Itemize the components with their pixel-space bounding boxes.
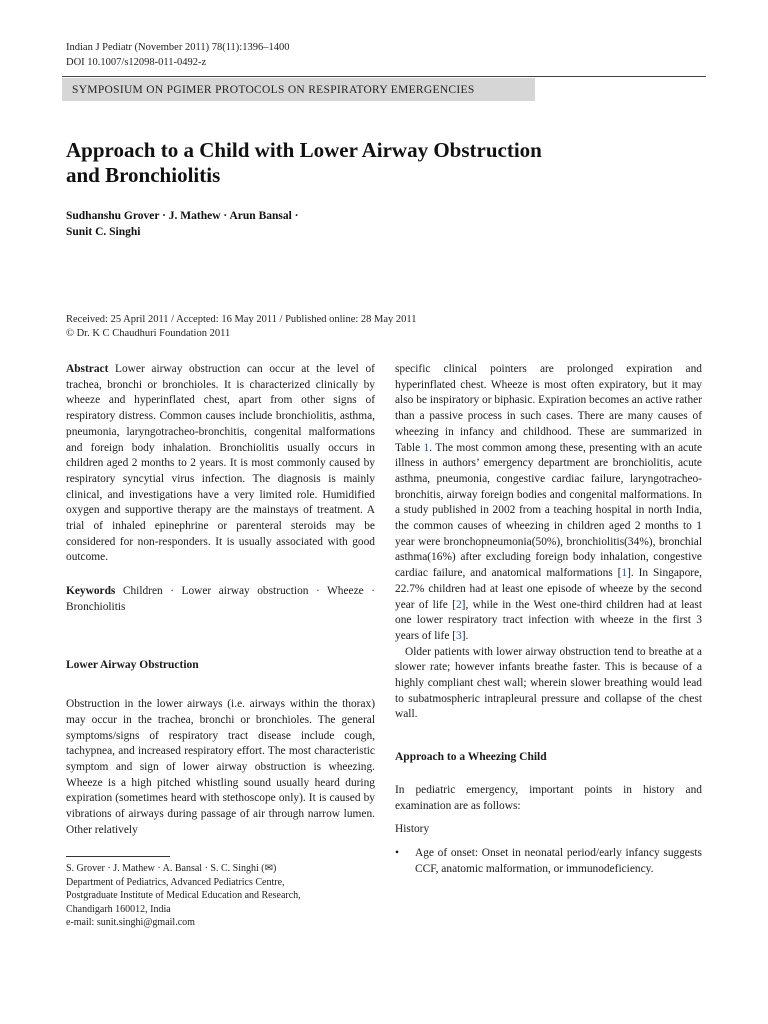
para1-part-e: ]. (461, 629, 469, 642)
symposium-banner: SYMPOSIUM ON PGIMER PROTOCOLS ON RESPIRATORY EMERGENCIES (62, 78, 535, 101)
keywords-label: Keywords (66, 585, 116, 598)
article-title (66, 138, 666, 188)
publication-dates (66, 313, 706, 341)
bullet-icon: • (395, 846, 399, 859)
footnote-institute: Postgraduate Institute of Medical Education and Research, (66, 890, 301, 901)
section-heading-lower-airway: Lower Airway Obstruction (66, 658, 199, 671)
authors-line-1: Sudhanshu Grover · J. Mathew · Arun Bansal · (66, 210, 299, 222)
reference-1-link[interactable]: 1 (621, 567, 628, 580)
footnote-department: Department of Pediatrics, Advanced Pediatrics Centre, (66, 876, 285, 888)
title-line-2: and Bronchiolitis (66, 163, 221, 187)
abstract (66, 362, 375, 566)
title-line-1: Approach to a Child with Lower Airway Obstruction (66, 138, 542, 162)
para1-part-b: . The most common among these, presenting with an acute illness in authors’ emergency department are bronchiolitis, acute asthma, pneumonia, congestive cardiac failure, laryngotracheo-bronchitis, airway foreign bodies and congenital malformations. In a study published in 2002 from a teaching hospital in north India, the common causes of wheezing in children aged 2 months to 1 year were bronchopneumonia(50%), bronchiolitis(34%), bronchial asthma(16%) after excluding foreign body inhalation, congestive cardiac failure, and anatomical malformations [ (395, 441, 702, 580)
para1-part-c: ]. In Singapore, 22.7% children had at least one episode of wheeze by the second year of life [ (395, 567, 702, 611)
para1-part-d: ], while in the West one-third children had at least one lower respiratory tract infection with wheeze in the first 3 years of life [ (395, 598, 702, 642)
reference-2-link[interactable]: 2 (455, 598, 462, 611)
history-bullet-item (395, 846, 702, 877)
abstract-text: Lower airway obstruction can occur at the level of trachea, bronchi or bronchioles. It is characterized clinically by wheeze and hyperinflated chest, apart from other signs of respiratory distress. Common causes include bronchiolitis, asthma, pneumonia, laryngotracheo-bronchitis, congenital malformations and foreign body inhalation. Bronchiolitis usually occurs in children aged 2 months to 2 years. It is most commonly caused by respiratory syncytial virus infection. The diagnosis is mainly clinical, and investigations have a very limited role. Humidified oxygen and supportive therapy are the mainstays of treatment. A trial of inhaled epinephrine or parenteral steroids may be considered for non-responders. It is usually associated with good outcome. (66, 363, 375, 564)
section-1-paragraph: Obstruction in the lower airways (i.e. airways within the thorax) may occur in the trachea, bronchi or bronchioles. The general symptoms/signs of respiratory tract disease include cough, tachypnea, and increased respiratory effort. The most characteristic symptom and sign of lower airway obstruction is wheezing. Wheeze is a high pitched whistling sound usually heard during expiration (sometimes heard with stethoscope only). It is caused by vibrations of airways during passage of air through narrow lumen. Other relatively (66, 698, 375, 836)
doi: DOI 10.1007/s12098-011-0492-z (66, 57, 207, 68)
keywords-text: Children · Lower airway obstruction · Wheeze · Bronchiolitis (66, 585, 375, 613)
history-label: History (395, 823, 430, 836)
dates-line-1: Received: 25 April 2011 / Accepted: 16 May 2011 / Published online: 28 May 2011 (66, 314, 417, 325)
authors-line-2: Sunit C. Singhi (66, 226, 141, 238)
reference-3-link[interactable]: 3 (456, 629, 462, 642)
left-column (66, 362, 375, 839)
right-paragraph-1 (395, 362, 702, 645)
table-1-link[interactable]: 1 (423, 441, 430, 454)
right-column (395, 362, 702, 877)
footnote-city: Chandigarh 160012, India (66, 903, 171, 915)
footnote-email: e-mail: sunit.singhi@gmail.com (66, 917, 195, 928)
right-paragraph-2: Older patients with lower airway obstruction tend to breathe at a slower rate; however infants breathe faster. This is because of a highly compliant chest wall; wherein slower breathing would lead to subatmospheric intrapleural pressure and collapse of the chest wall. (395, 645, 702, 721)
authors (66, 208, 366, 240)
footnote-rule (66, 856, 170, 857)
para1-part-a: specific clinical pointers are prolonged expiration and hyperinflated chest. Wheeze is most often expiratory, but it may also be inspiratory or biphasic. Expiration becomes an active rather than a passive process in such cases. There are many causes of wheezing in infancy and childhood. These are summarized in Table (395, 363, 702, 454)
journal-meta (66, 40, 289, 70)
abstract-label: Abstract (66, 363, 109, 375)
section-heading-wheezing-child: Approach to a Wheezing Child (395, 751, 547, 764)
author-affiliation-footnote (66, 862, 375, 930)
keywords (66, 584, 375, 615)
right-paragraph-3: In pediatric emergency, important points in history and examination are as follows: (395, 783, 702, 812)
header-rule (62, 76, 706, 77)
copyright-line: © Dr. K C Chaudhuri Foundation 2011 (66, 328, 231, 339)
citation: Indian J Pediatr (November 2011) 78(11):1396–1400 (66, 42, 290, 53)
bullet-text: Age of onset: Onset in neonatal period/early infancy suggests CCF, anatomic malformation, or immunodeficiency. (415, 846, 702, 875)
footnote-authors: S. Grover · J. Mathew · A. Bansal · S. C. Singhi (✉) (66, 863, 277, 874)
